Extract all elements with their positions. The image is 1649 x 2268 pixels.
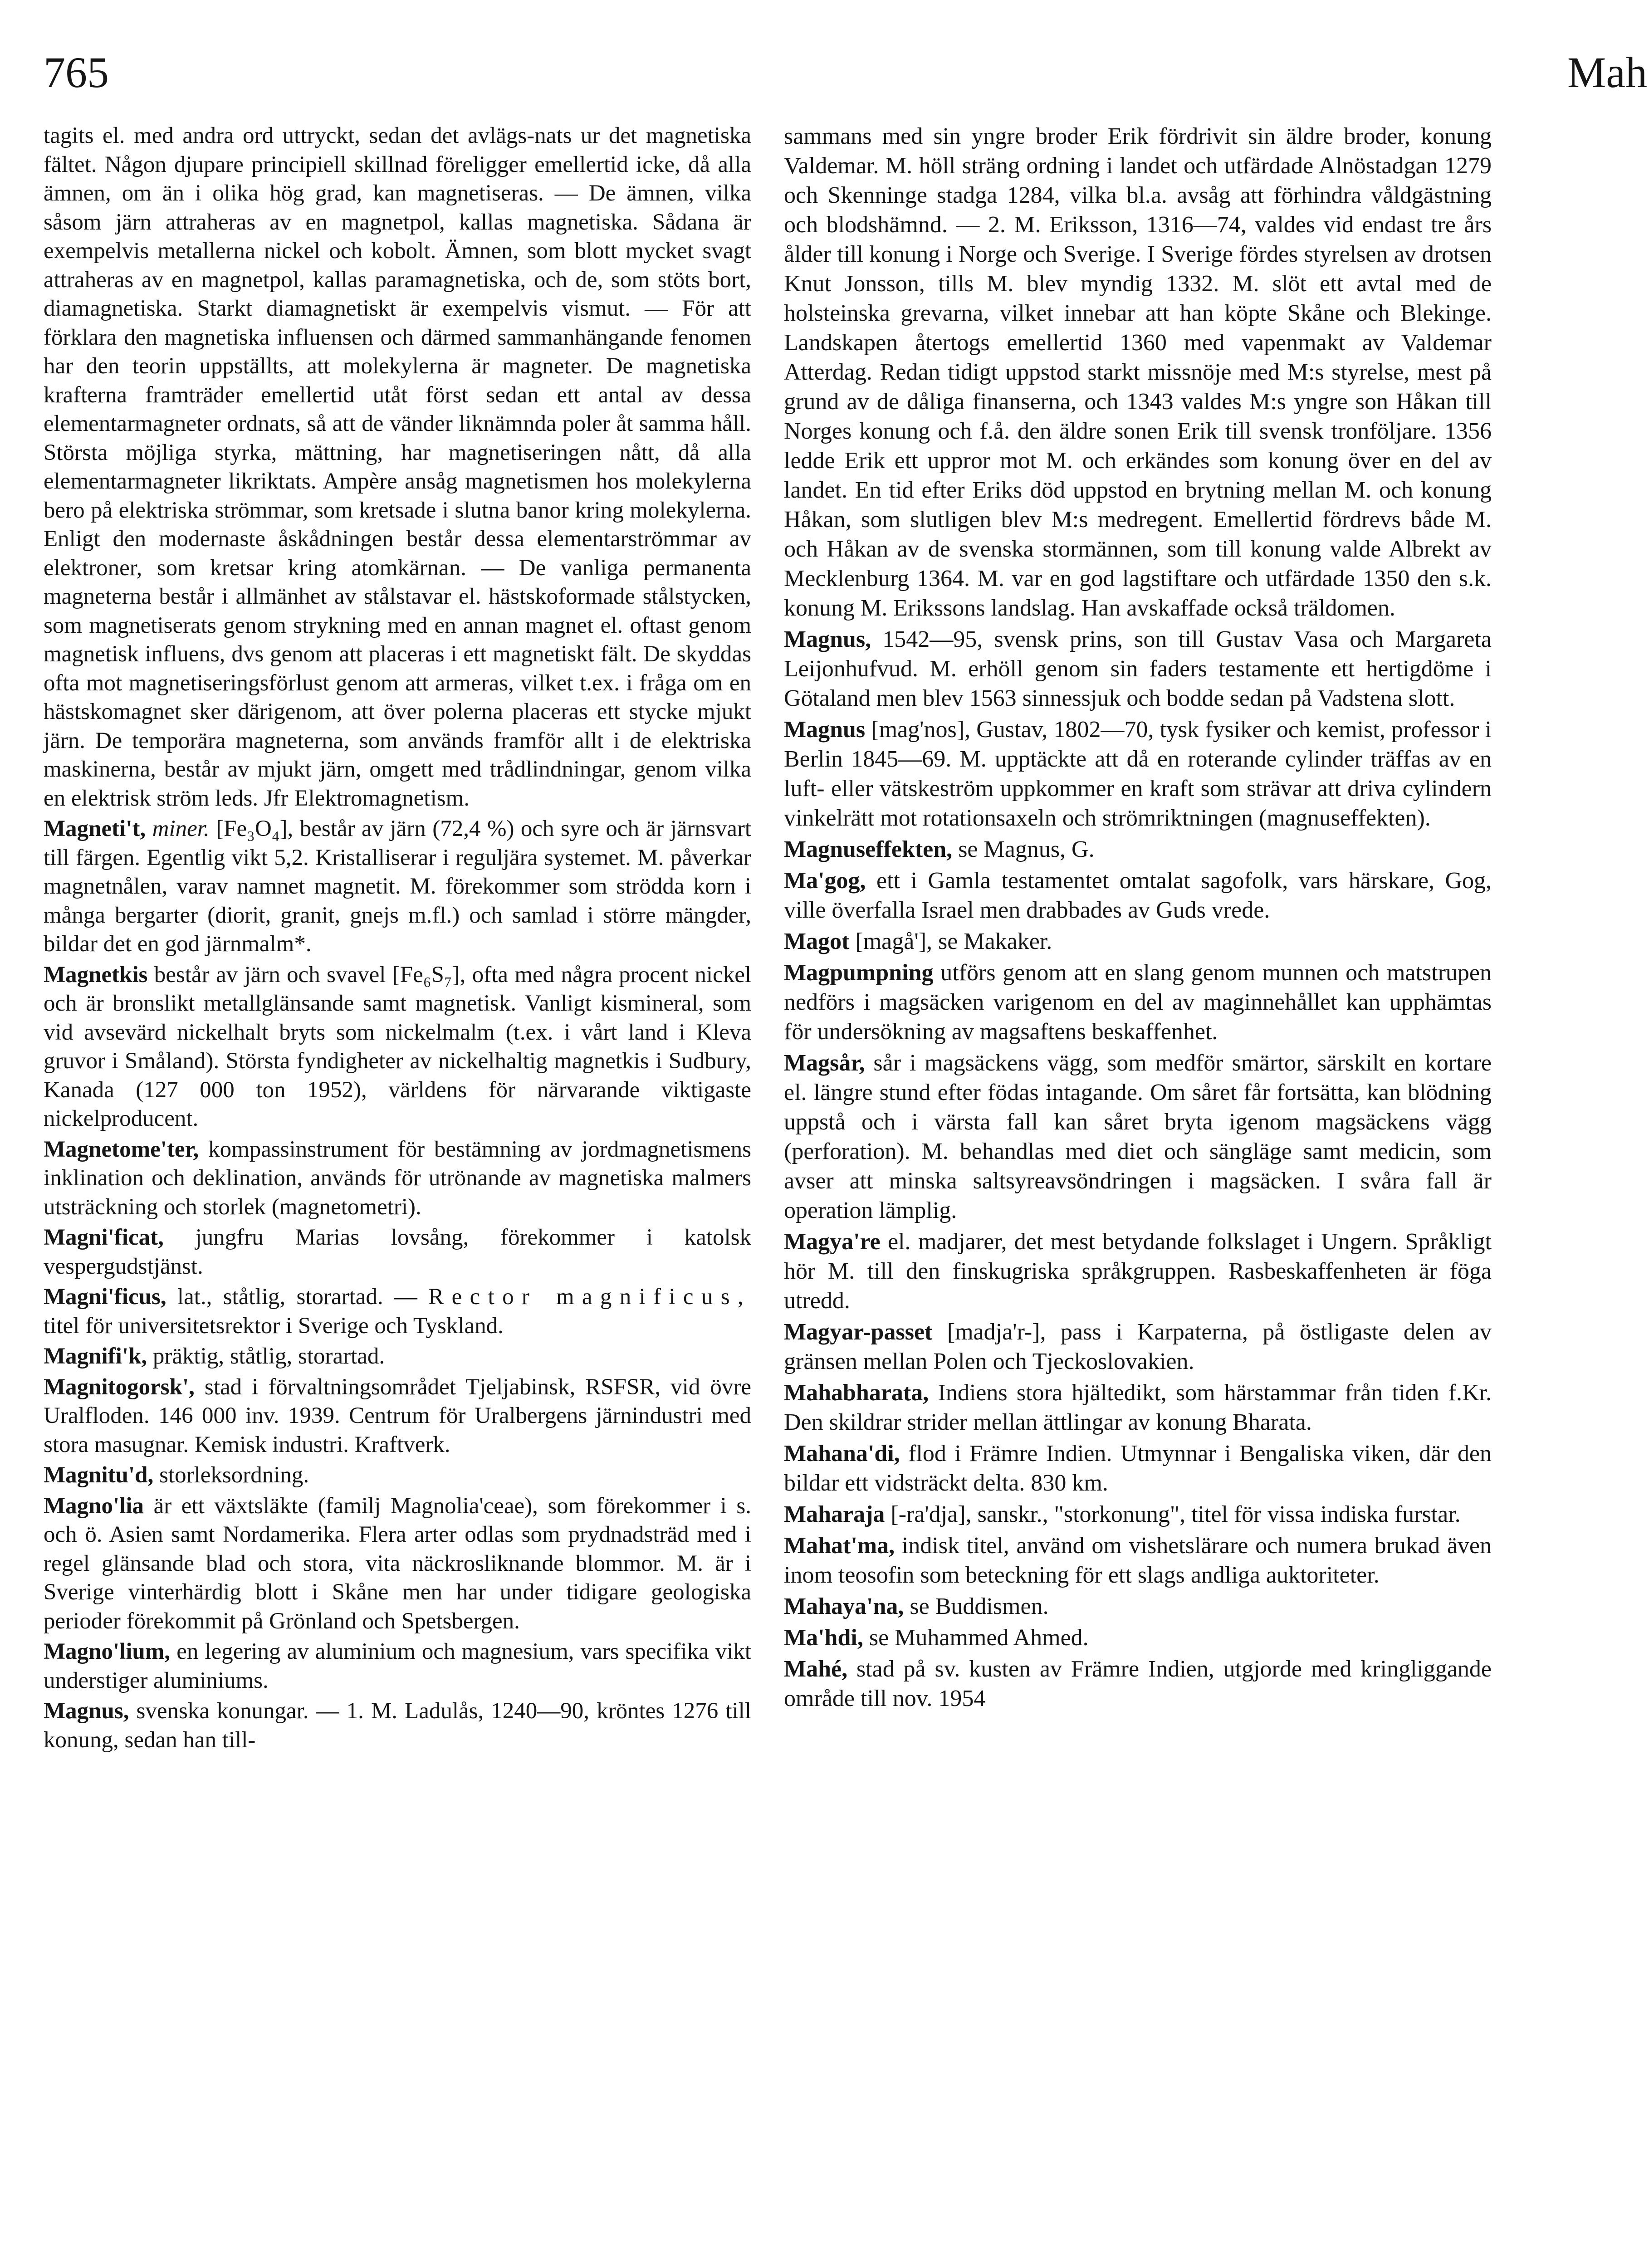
entry-body: kompassinstrument för bestämning av jordmagnetismens inklination och deklination, används för utrönande av magnetiska malmers utsträckning och storlek (magnetometri).	[44, 1136, 751, 1220]
entry-magog	[784, 866, 1492, 925]
entry-headword: Mahabharata,	[784, 1380, 929, 1406]
entry-body: sammans med sin yngre broder Erik fördrivit sin äldre broder, konung Valdemar. M. höll sträng ordning i landet och utfärdade Alnöstadgan 1279 och Skenninge stadga 1284, vilka bl.a. avsåg att förhindra våldgästning och blodshämnd. — 2. M. Eriksson, 1316—74, valdes vid endast tre års ålder till konung i Norge och Sverige. I Sverige fördes styrelsen av drotsen Knut Jonsson, tills M. blev myndig 1332. M. slöt ett avtal med de holsteinska grevarna, vilket innebar att han köpte Skåne och Blekinge. Landskapen återtogs emellertid 1360 med vapenmakt av Valdemar Atterdag. Redan tidigt uppstod starkt missnöje med M:s styrelse, mest på grund av de dåliga finanserna, och 1343 valdes M:s yngre son Håkan till Norges konung och f.å. den äldre sonen Erik till svensk tronföljare. 1356 ledde Erik ett uppror mot M. och erkändes som konung över en del av landet. En tid efter Eriks död uppstod en brytning mellan M. och konung Håkan, som slutligen blev M:s medregent. Emellertid fördrevs både M. och Håkan av de svenska stormännen, som till konung valde Albrekt av Mecklenburg 1364. M. var en god lagstiftare och utfärdade 1350 den s.k. konung M. Erikssons landslag. Han avskaffade också träldomen.	[784, 123, 1492, 621]
entry-body: utförs genom att en slang genom munnen och matstrupen nedförs i magsäcken varigenom en del av maginnehållet kan upphämtas för undersökning av magsaftens beskaffenhet.	[784, 960, 1492, 1045]
entry-magnifik	[44, 1342, 751, 1371]
entry-magot	[784, 927, 1492, 956]
entry-magnus-gustav	[784, 715, 1492, 833]
entry-body: lat., ståtlig, storartad. —	[177, 1284, 429, 1310]
entry-body: se Muhammed Ahmed.	[869, 1625, 1089, 1651]
entry-maharaja	[784, 1500, 1492, 1529]
entry-body: stad på sv. kusten av Främre Indien, utgjorde med kringliggande område till nov. 1954	[784, 1656, 1492, 1711]
entry-headword: Mahaya'na,	[784, 1593, 904, 1619]
entry-body: [madja'r-], pass i Karpaterna, på östligaste delen av gränsen mellan Polen och Tjeckoslovakien.	[784, 1319, 1492, 1374]
entry-body: el. madjarer, det mest betydande folkslaget i Ungern. Språkligt hör M. till den finskugriska språkgruppen. Rasbeskaffenheten är föga utredd.	[784, 1229, 1492, 1314]
entry-headword: Magya're	[784, 1229, 881, 1255]
entry-body: storleksordning.	[159, 1462, 309, 1488]
entry-headword: Magnitogorsk',	[44, 1374, 195, 1400]
guide-word: Mah	[1567, 48, 1647, 97]
entry-headword: Maharaja	[784, 1501, 885, 1527]
entry-body: är ett växtsläkte (familj Magnolia'ceae), som förekommer i s. och ö. Asien samt Nordamerika. Flera arter odlas som prydnadsträd med i regel glänsande blad och stora, vita näckrosliknande blommor. M. är i Sverige vinterhärdig blott i Skåne men har under tidigare geologiska perioder förekommit på Grönland och Spetsbergen.	[44, 1493, 751, 1634]
entry-continuation	[784, 122, 1492, 623]
entry-magnificus	[44, 1283, 751, 1340]
entry-headword: Magnus	[784, 717, 866, 743]
entry-mahe	[784, 1654, 1492, 1713]
entry-headword: Magnitu'd,	[44, 1462, 154, 1488]
entry-body: flod i Främre Indien. Utmynnar i Bengaliska viken, där den bildar ett vidsträckt delta. 830 km.	[784, 1441, 1492, 1496]
entry-body-after: titel för universitetsrektor i Sverige och Tyskland.	[44, 1313, 504, 1339]
entry-mahanadi	[784, 1439, 1492, 1498]
entry-body: sår i magsäckens vägg, som medför smärtor, särskilt en kortare el. längre stund efter födas intagande. Om såret får fortsätta, kan blödning uppstå och i värsta fall kan såret bryta igenom magsäckens vägg (perforation). M. behandlas med diet och sängläge samt medicin, som avser att minska saltsyreavsöndringen i magsäcken. I svåra fall är operation lämplig.	[784, 1050, 1492, 1223]
entry-body: [-ra'dja], sanskr., "storkonung", titel för vissa indiska furstar.	[891, 1501, 1461, 1527]
entry-magnitogorsk	[44, 1373, 751, 1460]
entry-headword: Mahana'di,	[784, 1441, 900, 1466]
entry-headword: Magnuseffekten,	[784, 836, 953, 862]
entry-mahatma	[784, 1531, 1492, 1590]
entry-mahayana	[784, 1592, 1492, 1621]
entry-headword: Magnetkis	[44, 962, 148, 987]
entry-headword: Mahé,	[784, 1656, 848, 1682]
entry-magnificat	[44, 1223, 751, 1281]
left-column	[44, 122, 751, 1755]
entry-headword: Magni'ficus,	[44, 1284, 166, 1310]
entry-body: Indiens stora hjältedikt, som härstammar från tiden f.Kr. Den skildrar strider mellan ättlingar av konung Bharata.	[784, 1380, 1492, 1435]
entry-body: [magå'], se Makaker.	[855, 929, 1052, 954]
entry-body: indisk titel, använd om vishetslärare och numera brukad även inom teosofin som beteckning för ett slags andliga auktoriteter.	[784, 1533, 1492, 1588]
entry-headword: Magneti't,	[44, 816, 146, 841]
entry-headword: Magnus,	[784, 626, 871, 652]
entry-continuation	[44, 122, 751, 813]
entry-headword: Ma'gog,	[784, 868, 866, 894]
entry-headword: Ma'hdi,	[784, 1625, 863, 1651]
entry-headword: Magno'lium,	[44, 1639, 171, 1664]
entry-body: stad i förvaltningsområdet Tjeljabinsk, RSFSR, vid övre Uralfloden. 146 000 inv. 1939. Centrum för Uralbergens järnindustri med stora masugnar. Kemisk industri. Kraftverk.	[44, 1374, 752, 1457]
entry-magyarer	[784, 1227, 1492, 1315]
entry-label: miner.	[152, 816, 210, 841]
entry-magnolia	[44, 1492, 751, 1636]
entry-headword: Magyar-passet	[784, 1319, 933, 1345]
entry-magnitud	[44, 1461, 751, 1490]
page-number: 765	[44, 48, 109, 97]
entry-mahdi	[784, 1623, 1492, 1652]
entry-body: 1542—95, svensk prins, son till Gustav Vasa och Margareta Leijonhufvud. M. erhöll genom sin faders testamente ett hertigdöme i Götaland men blev 1563 sinnessjuk och bodde sedan på Vadstena slott.	[784, 626, 1492, 711]
entry-headword: Magnus,	[44, 1698, 129, 1724]
entry-magpumpning	[784, 958, 1492, 1046]
entry-headword: Magsår,	[784, 1050, 865, 1076]
entry-headword: Magnifi'k,	[44, 1344, 147, 1369]
entry-magnuseffekten	[784, 835, 1492, 864]
entry-spaced-term: Rector magnificus,	[428, 1284, 752, 1310]
entry-headword: Magnetome'ter,	[44, 1136, 199, 1162]
entry-magnetit	[44, 815, 751, 959]
entry-body: består av järn och svavel [Fe₆S₇], ofta med några procent nickel och är bronslikt metallglänsande samt magnetisk. Vanligt kismineral, som vid avsevärd nickelhalt bryts som nickelmalm (t.ex. i vårt land i Kleva gruvor i Småland). Största fyndigheter av nickelhaltig magnetkis i Sudbury, Kanada (127 000 ton 1952), världens för närvarande viktigaste nickelproducent.	[44, 962, 752, 1131]
entry-magnetometer	[44, 1135, 751, 1222]
entry-body: se Buddismen.	[910, 1593, 1049, 1619]
entry-body: jungfru Marias lovsång, förekommer i katolsk vespergudstjänst.	[44, 1225, 751, 1279]
entry-headword: Mahat'ma,	[784, 1533, 895, 1559]
entry-magsar	[784, 1048, 1492, 1225]
entry-headword: Magpumpning	[784, 960, 934, 986]
entry-headword: Magni'ficat,	[44, 1225, 164, 1250]
entry-body: se Magnus, G.	[958, 836, 1095, 862]
entry-body: svenska konungar. — 1. M. Ladulås, 1240—90, kröntes 1276 till konung, sedan han till-	[44, 1698, 751, 1753]
entry-body: ett i Gamla testamentet omtalat sagofolk, vars härskare, Gog, ville överfalla Israel men drabbades av Guds vrede.	[784, 868, 1492, 923]
entry-body: präktig, ståtlig, storartad.	[152, 1344, 385, 1369]
entry-body: tagits el. med andra ord uttryckt, sedan det avlägs-nats ur det magnetiska fältet. Någon djupare principiell skillnad föreligger emellertid icke, då alla ämnen, om än i olika hög grad, kan magnetiseras. — De ämnen, vilka såsom järn attraheras av en magnetpol, kallas magnetiska. Sådana är exempelvis metallerna nickel och kobolt. Ämnen, som blott mycket svagt attraheras av en magnetpol, kallas paramagnetiska, och de, som stöts bort, diamagnetiska. Starkt diamagnetiskt är exempelvis vismut. — För att förklara den magnetiska influensen och därmed sammanhängande fenomen har den teorin uppställts, att molekylerna är magneter. De magnetiska krafterna framträder emellertid utåt först sedan ett antal av dessa elementarmagneter ordnats, så att de vänder liknämnda poler åt samma håll. Största möjliga styrka, mättning, har magnetiseringen nått, då alla elementarmagneter likriktats. Ampère ansåg magnetismen hos molekylerna bero på elektriska strömmar, som kretsade i slutna banor kring molekylerna. Enligt den modernaste åskådningen består dessa elementarströmmar av elektroner, som kretsar kring atomkärnan. — De vanliga permanenta magneterna består i allmänhet av stålstavar el. hästskoformade stålstycken, som magnetiserats genom strykning med en annan magnet el. oftast genom magnetisk influens, dvs genom att placeras i ett magnetiskt fält. De skyddas ofta mot magnetiseringsförlust genom att armeras, vilket t.ex. i fråga om en hästskomagnet sker därigenom, att över polerna placeras ett stycke mjukt järn. De temporära magneterna, som används framför allt i de elektriska maskinerna, består av mjukt järn, omgett med trådlindningar, genom vilka en elektrisk ström leds. Jfr Elektromagnetism.	[44, 123, 751, 811]
entry-mahabharata	[784, 1378, 1492, 1437]
entry-body: en legering av aluminium och magnesium, vars specifika vikt understiger aluminiums.	[44, 1639, 752, 1693]
entry-magnolium	[44, 1637, 751, 1695]
right-column	[784, 122, 1492, 1713]
entry-magnetkis	[44, 961, 751, 1134]
entry-magnus-kings	[44, 1697, 751, 1755]
entry-body: [Fe₃O₄], består av järn (72,4 %) och syre och är järnsvart till färgen. Egentlig vikt 5,2. Kristalliserar i reguljära systemet. M. påverkar magnetnålen, varav namnet magnetit. M. förekommer som strödda korn i många bergarter (diorit, granit, gnejs m.fl.) och samlad i större mängder, bildar det en god järnmalm*.	[44, 816, 751, 957]
entry-magyar-passet	[784, 1317, 1492, 1376]
entry-headword: Magot	[784, 929, 850, 954]
entry-magnus-prince	[784, 625, 1492, 713]
entry-body: [mag'nos], Gustav, 1802—70, tysk fysiker och kemist, professor i Berlin 1845—69. M. upptäckte att då en roterande cylinder träffas av en luft- eller vätskeström uppkommer en kraft som strävar att driva cylindern vinkelrätt mot rotationsaxeln och strömriktningen (magnuseffekten).	[784, 717, 1492, 831]
entry-headword: Magno'lia	[44, 1493, 144, 1519]
